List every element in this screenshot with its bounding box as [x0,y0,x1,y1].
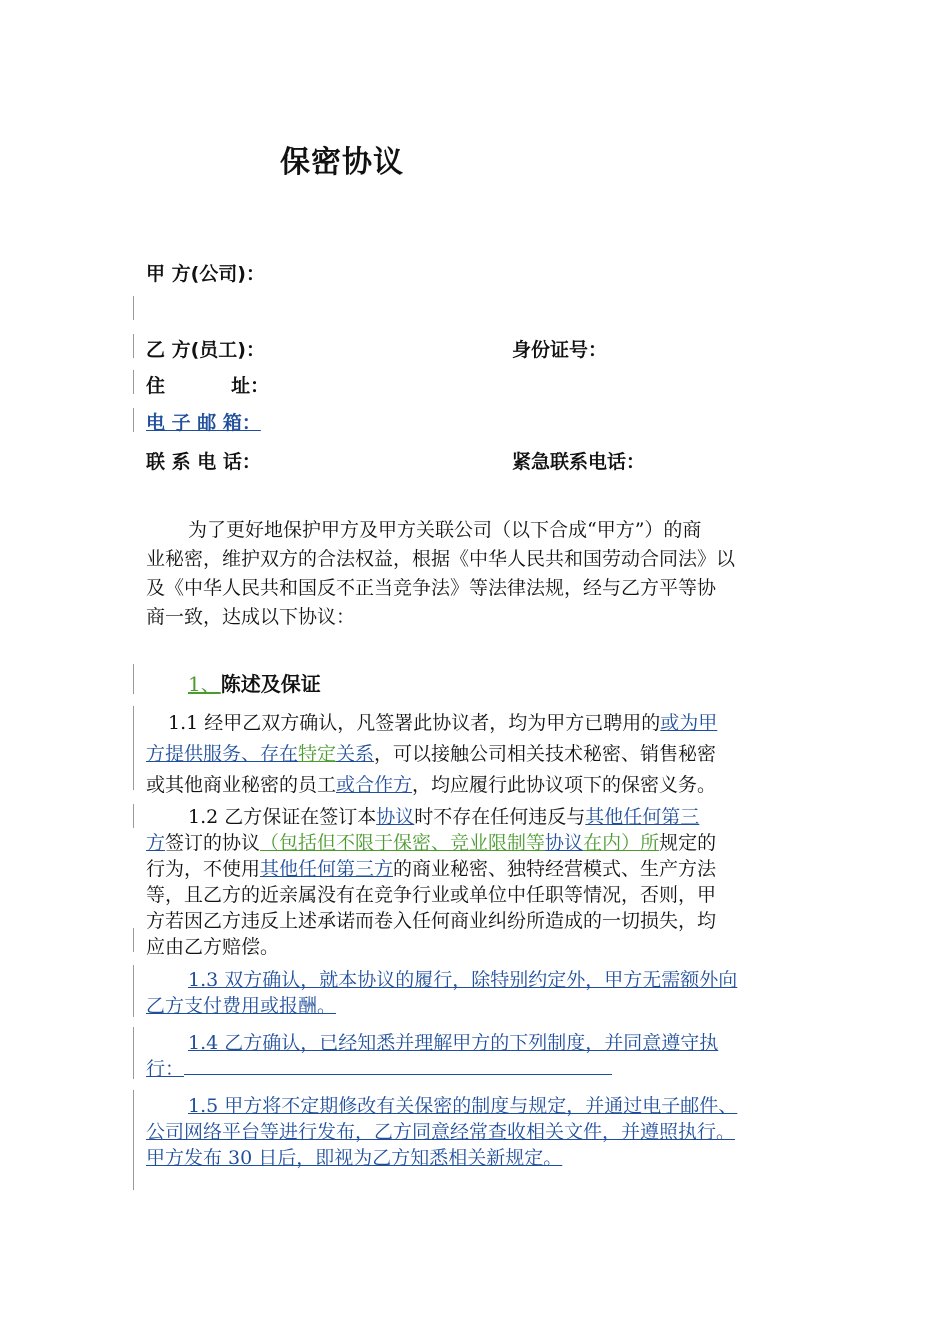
inserted-text: 其他任何第三 [585,806,700,828]
clause-1-5 [146,1093,816,1171]
inserted-text: 方提供服务、存在 [146,743,299,765]
section-title: 陈述及保证 [220,672,321,696]
inserted-clause-line: 1.5 甲方将不定期修改有关保密的制度与规定，并通过电子邮件、 [188,1095,738,1117]
phone-label: 联 系 电 话： [146,451,261,473]
clause-line: 方若因乙方违反上述承诺而卷入任何商业纠纷所造成的一切损失，均 [146,910,717,932]
inserted-text: 乙方支付费用或报酬。 [146,995,337,1017]
inserted-text: 协议 [376,806,415,828]
clause-1-2 [146,804,816,960]
inserted-text: 行： [146,1058,185,1080]
clause-line [146,770,816,801]
section-1-heading [188,668,321,697]
inserted-clause-line: 1.4 乙方确认，已经知悉并理解甲方的下列制度，并同意遵守执 [188,1032,719,1054]
change-bar [133,965,134,1017]
change-bar [133,408,134,432]
inserted-text: （包括但不限于保密、竞业限制等 [260,832,546,854]
clause-text: 1.2 乙方保证在签订本 [188,806,377,828]
change-bar [133,706,134,790]
party-b-label: 乙 方(员工)： [146,339,265,361]
preamble-paragraph [146,516,816,632]
address-label: 住 址： [146,375,270,397]
id-number-label: 身份证号： [512,339,608,361]
preamble-line: 业秘密，维护双方的合法权益，根据《中华人民共和国劳动合同法》以 [146,548,736,570]
change-bar [133,664,134,694]
inserted-clause-line: 1.3 双方确认，就本协议的履行，除特别约定外，甲方无需额外向 [188,969,738,991]
emergency-phone-label: 紧急联系电话： [512,451,646,473]
clause-text: 签订的协议 [165,832,261,854]
clause-line [146,739,816,770]
clause-line [146,830,816,856]
clause-text: ，均应履行此协议项下的保密义务。 [412,774,717,796]
preamble-line: 商一致，达成以下协议： [146,606,356,628]
clause-text: 或其他商业秘密的员工 [146,774,337,796]
clause-1-3 [146,967,816,1019]
clause-line [146,856,816,882]
inserted-text: 或为甲 [660,712,718,734]
change-bar [133,1027,134,1079]
clause-1-4 [146,1030,816,1082]
section-number: 1、 [188,672,221,696]
clause-line: 等，且乙方的近亲属没有在竞争行业或单位中任职等情况，否则，甲 [146,884,717,906]
preamble-line: 及《中华人民共和国反不正当竞争法》等法律法规，经与乙方平等协 [146,577,717,599]
change-bar [133,296,134,320]
inserted-text: 在内）所 [583,832,660,854]
preamble-line: 为了更好地保护甲方及甲方关联公司（以下合成“甲方”）的商 [188,519,702,541]
inserted-text: 其他任何第三方 [260,858,394,880]
clause-text: 的商业秘密、独特经营模式、生产方法 [393,858,717,880]
inserted-clause-line: 公司网络平台等进行发布，乙方同意经常查收相关文件，并遵照执行。 [146,1121,736,1143]
change-bar [133,804,134,828]
inserted-text: 方 [146,832,166,854]
clause-line: 应由乙方赔偿。 [146,936,280,958]
clause-text: 规定的 [659,832,717,854]
change-bar [133,928,134,952]
clause-line [146,1056,816,1082]
email-label: 电 子 邮 箱： [146,412,261,434]
clause-line [146,708,816,739]
clause-line [146,993,816,1019]
document-title: 保密协议 [280,145,404,180]
party-a-label: 甲 方(公司)： [146,263,265,285]
clause-text: ，可以接触公司相关技术秘密、销售秘密 [374,743,717,765]
clause-text: 时不存在任何违反与 [414,806,586,828]
clause-text: 1.1 经甲乙双方确认，凡签署此协议者，均为甲方已聘用的 [168,712,661,734]
clause-text: 行为，不使用 [146,858,261,880]
change-bar [133,1090,134,1190]
clause-line [146,804,816,830]
inserted-text: 关系 [336,743,375,765]
inserted-clause-line: 甲方发布 30 日后，即视为乙方知悉相关新规定。 [146,1147,563,1169]
inserted-text: 特定 [298,743,337,765]
fill-in-blank [184,1056,612,1075]
clause-1-1 [146,708,816,801]
change-bar [133,370,134,394]
inserted-text: 或合作方 [336,774,413,796]
inserted-text: 协议 [545,832,584,854]
change-bar [133,334,134,358]
